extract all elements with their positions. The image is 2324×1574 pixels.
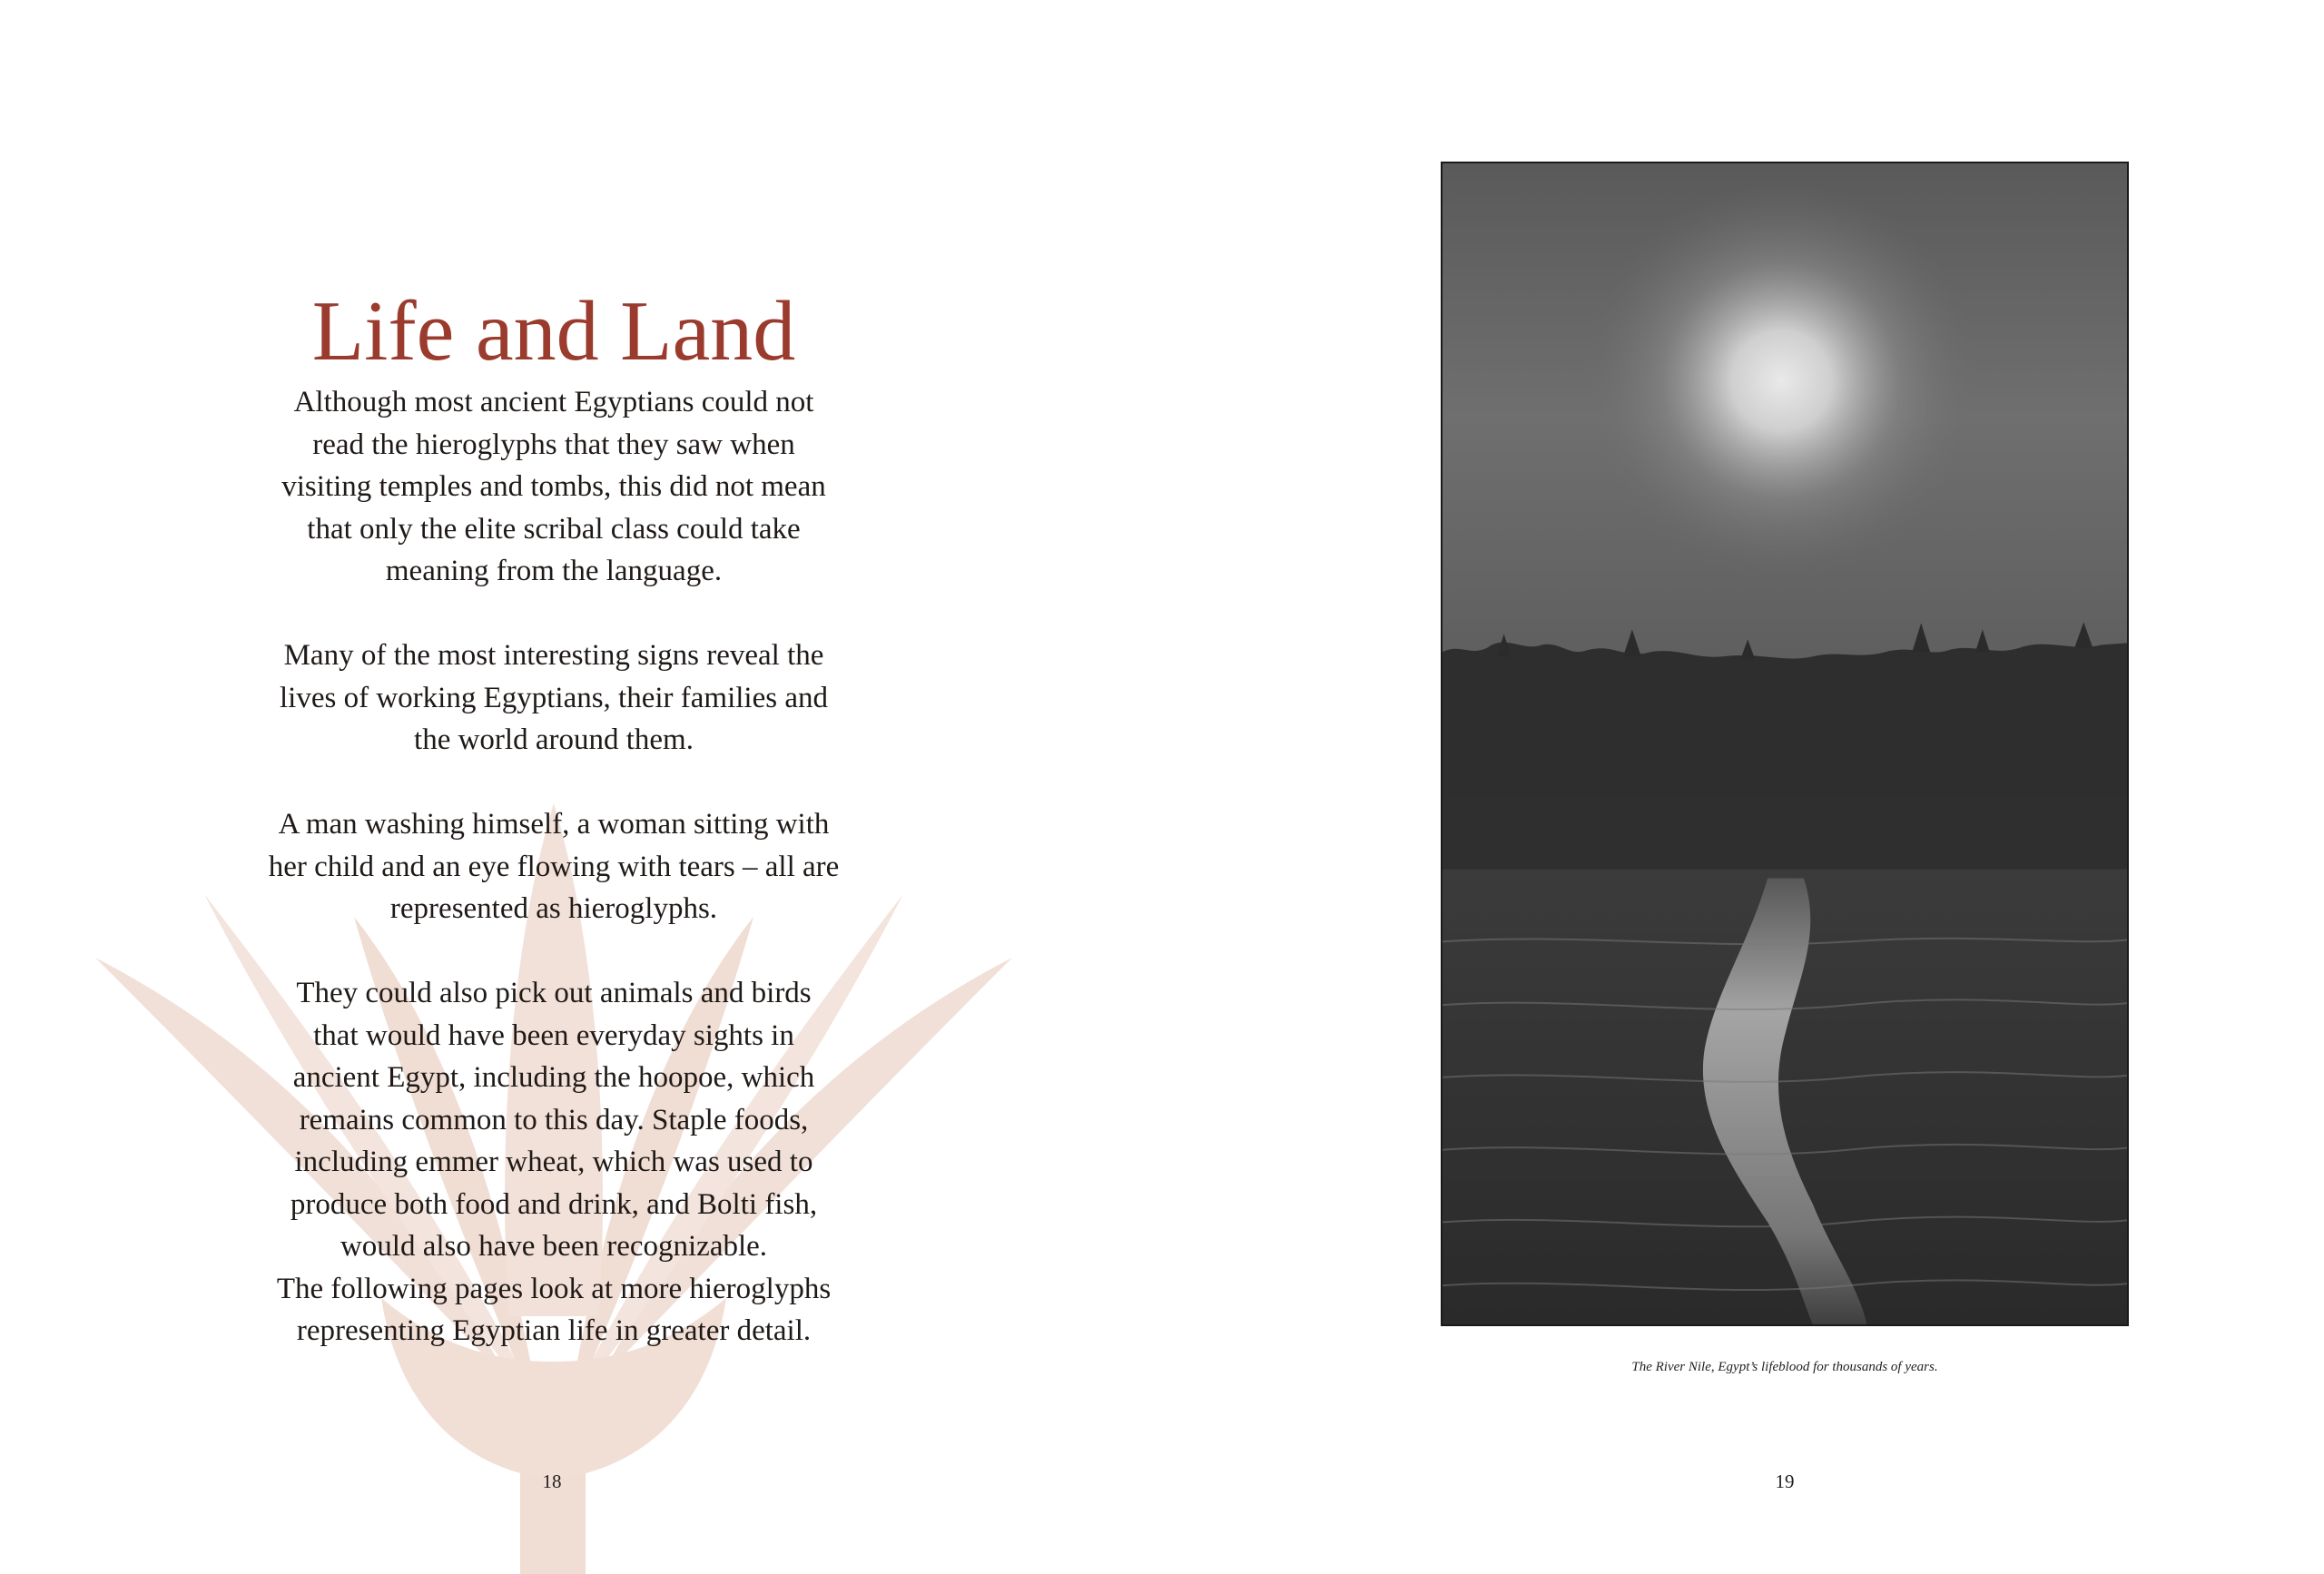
body-text	[182, 381, 926, 1353]
text-line: the world around them.	[414, 723, 694, 756]
text-line: including emmer wheat, which was used to	[294, 1146, 813, 1178]
photo-caption: The River Nile, Egypt’s lifeblood for thousands of years.	[1631, 1360, 1938, 1374]
text-line: would also have been recognizable.	[340, 1230, 768, 1263]
text-line: represented as hieroglyphs.	[389, 892, 718, 925]
paragraph-3	[182, 803, 926, 930]
text-line: The following pages look at more hieroglyphs	[276, 1272, 832, 1305]
text-line: representing Egyptian life in greater detail.	[296, 1314, 812, 1347]
text-line: read the hieroglyphs that they saw when	[312, 428, 795, 461]
paragraph-1	[182, 381, 926, 593]
text-line: lives of working Egyptians, their families and	[280, 681, 828, 714]
paragraph-2	[182, 635, 926, 762]
text-line: Although most ancient Egyptians could not	[293, 386, 814, 418]
text-line: ancient Egypt, including the hoopoe, which	[292, 1061, 815, 1094]
text-line: produce both food and drink, and Bolti fish,	[290, 1187, 818, 1221]
text-line: A man washing himself, a woman sitting with	[278, 808, 830, 841]
text-line: remains common to this day. Staple foods,	[299, 1103, 809, 1136]
page-title: Life and Land	[311, 284, 796, 379]
text-line: that only the elite scribal class could take	[307, 512, 801, 546]
nile-sunset-image	[1443, 163, 2127, 1324]
text-line: They could also pick out animals and birds	[296, 977, 812, 1009]
text-line: Many of the most interesting signs reveal the	[283, 639, 824, 672]
text-line: meaning from the language.	[385, 555, 723, 587]
nile-photo	[1441, 162, 2129, 1326]
page-number-left: 18	[542, 1471, 562, 1492]
page-number-right: 19	[1775, 1471, 1795, 1492]
text-line: her child and an eye flowing with tears – all are	[268, 850, 840, 883]
paragraph-4	[182, 972, 926, 1353]
text-line: visiting temples and tombs, this did not mean	[281, 470, 826, 503]
text-line: that would have been everyday sights in	[313, 1018, 794, 1052]
